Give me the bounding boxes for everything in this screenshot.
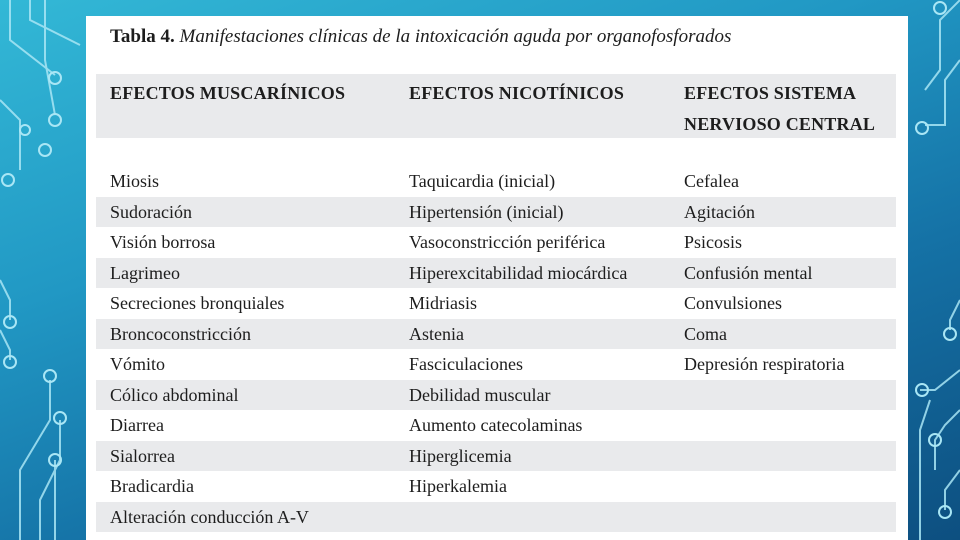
table-row (96, 258, 896, 289)
cell-muscarinic: Cólico abdominal (110, 384, 239, 405)
cell-nicotinic: Fasciculaciones (409, 354, 523, 374)
table-row (96, 349, 896, 380)
table-row (96, 319, 896, 350)
cell-muscarinic: Sudoración (110, 201, 192, 222)
cell-nicotinic: Aumento catecolaminas (409, 415, 583, 435)
cell-muscarinic: Bradicardia (110, 476, 194, 496)
table-caption-title: Manifestaciones clínicas de la intoxicación aguda por organofosforados (179, 26, 732, 47)
cell-nicotinic: Hiperglicemia (409, 445, 512, 466)
cell-cns: Confusión mental (684, 262, 813, 283)
table-row (96, 288, 896, 319)
table-body (96, 166, 896, 532)
table-row (96, 380, 896, 411)
table-header (96, 74, 896, 138)
table-row (96, 502, 896, 533)
header-muscarinic: EFECTOS MUSCARÍNICOS (110, 83, 346, 103)
table-row (96, 410, 896, 441)
cell-cns: Convulsiones (684, 293, 783, 313)
cell-muscarinic: Vómito (110, 354, 166, 374)
cell-muscarinic: Sialorrea (110, 445, 175, 466)
cell-nicotinic: Debilidad muscular (409, 384, 551, 405)
cell-nicotinic: Hiperexcitabilidad miocárdica (409, 262, 628, 283)
table-caption (110, 26, 731, 48)
table-row (96, 197, 896, 228)
cell-nicotinic: Astenia (409, 323, 464, 344)
cell-nicotinic: Taquicardia (inicial) (409, 171, 556, 191)
table-row (96, 227, 896, 258)
cell-cns: Agitación (684, 201, 755, 222)
header-nicotinic: EFECTOS NICOTÍNICOS (409, 83, 625, 103)
table-row (96, 441, 896, 472)
cell-nicotinic: Midriasis (409, 293, 478, 313)
cell-muscarinic: Visión borrosa (110, 232, 216, 252)
table-image (86, 16, 908, 540)
table-caption-number: Tabla 4. (110, 26, 175, 47)
cell-muscarinic: Secreciones bronquiales (110, 293, 285, 313)
cell-nicotinic: Vasoconstricción periférica (409, 232, 606, 252)
cell-cns: Coma (684, 323, 727, 344)
cell-muscarinic: Miosis (110, 171, 160, 191)
cell-cns: Cefalea (684, 171, 739, 191)
table-row (96, 166, 896, 197)
cell-muscarinic: Broncoconstricción (110, 323, 251, 344)
cell-cns: Psicosis (684, 232, 743, 252)
cell-nicotinic: Hiperkalemia (409, 476, 507, 496)
cell-nicotinic: Hipertensión (inicial) (409, 201, 564, 222)
cell-muscarinic: Diarrea (110, 415, 164, 435)
header-cns: EFECTOS SISTEMA NERVIOSO CENTRAL (684, 83, 876, 134)
cell-cns: Depresión respiratoria (684, 354, 845, 374)
table-row (96, 471, 896, 502)
cell-muscarinic: Lagrimeo (110, 262, 180, 283)
cell-muscarinic: Alteración conducción A-V (110, 506, 309, 527)
